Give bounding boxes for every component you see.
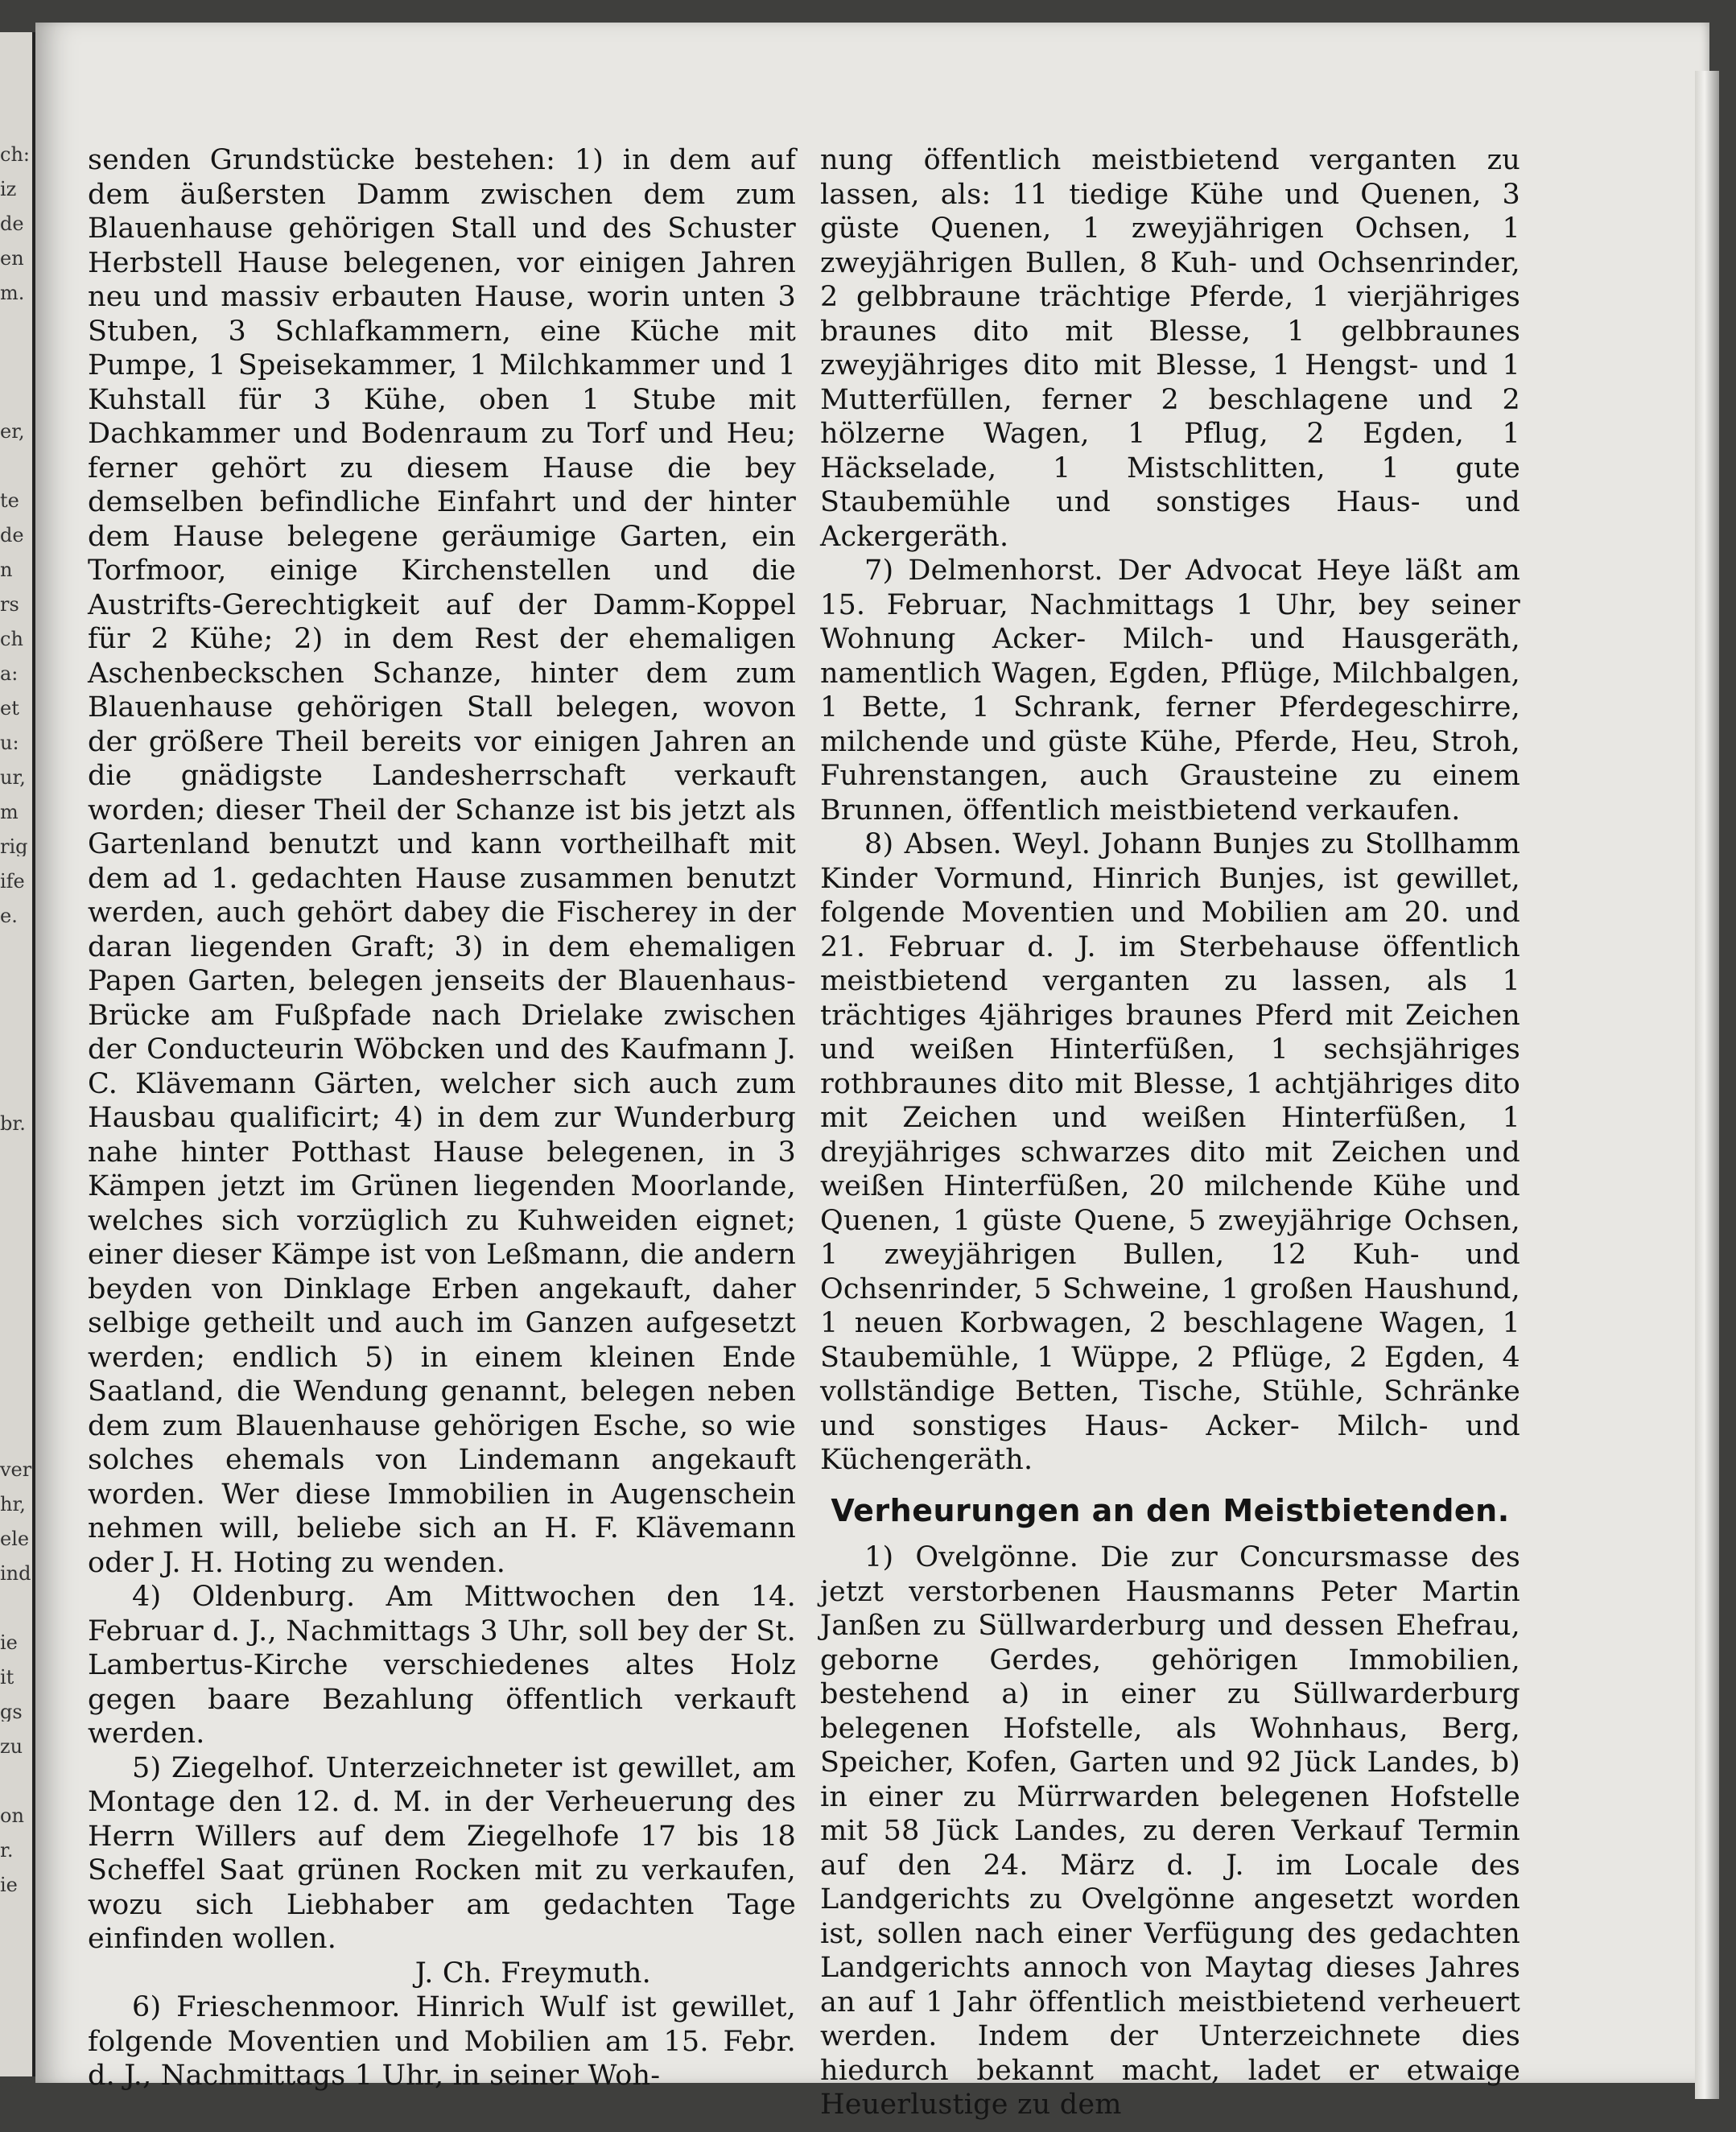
- margin-fragment: de: [0, 526, 24, 545]
- previous-page-edge: [0, 32, 35, 2076]
- paragraph-absen: 8) Absen. Weyl. Johann Bunjes zu Stollhamm Kinder Vormund, Hinrich Bunjes, ist gewillet, folgende Moventien und Mobilien am 20. und 21. Februar d. J. im Sterbehause öffentlich meistbietend verganten zu lassen, als 1 trächtiges 4jähriges braunes Pferd mit Zeichen und weißen Hinterfüßen, 1 sechsjähriges rothbraunes dito mit Blesse, 1 achtjähriges dito mit Zeichen und weißen Hinterfüßen, 1 dreyjähriges schwarzes dito mit Zeichen und weißen Hinterfüßen, 20 milchende Kühe und Quenen, 1 güste Quene, 5 zweyjährige Ochsen, 1 zweyjährigen Bullen, 12 Kuh- und Ochsenrinder, 5 Schweine, 1 großen Haushund, 1 neuen Korbwagen, 2 beschlagene Wagen, 1 Staubemühle, 1 Wüppe, 2 Pflüge, 2 Egden, 4 vollständige Betten, Tische, Stühle, Schränke und sonstiges Haus- Acker- Milch- und Küchengeräth.: [820, 828, 1520, 1476]
- margin-fragment: en: [0, 249, 24, 268]
- margin-fragment: rig: [0, 837, 28, 856]
- margin-fragment: ver: [0, 1460, 32, 1479]
- margin-fragment: br.: [0, 1114, 26, 1133]
- margin-fragment: iz: [0, 179, 17, 199]
- right-column: [820, 143, 1520, 2122]
- margin-fragment: e.: [0, 906, 18, 926]
- margin-fragment: r.: [0, 1841, 14, 1860]
- margin-fragment: rs: [0, 595, 19, 614]
- paragraph-frieschenmoor: 6) Frieschenmoor. Hinrich Wulf ist gewillet, folgende Moventien und Mobilien am 15. Febr. d. J., Nachmittags 1 Uhr, in seiner Woh-: [88, 1991, 796, 2092]
- margin-fragment: ch: [0, 629, 23, 649]
- left-column: [88, 143, 796, 2093]
- margin-fragment: zu: [0, 1737, 23, 1756]
- margin-fragment: u:: [0, 733, 19, 753]
- margin-fragment: ur,: [0, 768, 26, 787]
- section-heading-verheurungen: Verheurungen an den Meistbietenden.: [831, 1492, 1510, 1528]
- margin-fragment: a:: [0, 664, 19, 683]
- margin-fragment: er,: [0, 422, 25, 441]
- margin-fragment: on: [0, 1806, 24, 1825]
- margin-fragment: it: [0, 1668, 14, 1687]
- margin-fragment: m.: [0, 283, 25, 303]
- margin-fragment: ife: [0, 872, 25, 891]
- margin-fragment: gs: [0, 1702, 23, 1722]
- margin-fragment: ie: [0, 1875, 18, 1895]
- signature-freymuth: J. Ch. Freymuth.: [414, 1957, 651, 1990]
- document-page: [35, 23, 1709, 2121]
- margin-fragment: ie: [0, 1633, 18, 1652]
- margin-fragment: ch:: [0, 145, 30, 164]
- margin-fragment: de: [0, 214, 24, 233]
- paragraph-grundstuecke: senden Grundstücke bestehen: 1) in dem auf dem äußersten Damm zwischen dem zum Blauenhause gehörigen Stall und des Schuster Herbstell Hause belegenen, vor einigen Jahren neu und massiv erbauten Hause, worin unten 3 Stuben, 3 Schlafkammern, eine Küche mit Pumpe, 1 Speisekammer, 1 Milchkammer und 1 Kuhstall für 3 Kühe, oben 1 Stube mit Dachkammer und Bodenraum zu Torf und Heu; ferner gehört zu diesem Hause die bey demselben befindliche Einfahrt und der hinter dem Hause belegene geräumige Garten, ein Torfmoor, einige Kirchenstellen und die Austrifts-Gerechtigkeit auf der Damm-Koppel für 2 Kühe; 2) in dem Rest der ehemaligen Aschenbeckschen Schanze, hinter dem zum Blauenhause gehörigen Stall belegen, wovon der größere Theil bereits vor einigen Jahren an die gnädigste Landesherrschaft verkauft worden; dieser Theil der Schanze ist bis jetzt als Gartenland benutzt und kann vortheilhaft mit dem ad 1. gedachten Hause zusammen benutzt werden, auch gehört dabey die Fischerey in der daran liegenden Graft; 3) in dem ehemaligen Papen Garten, belegen jenseits der Blauenhaus-Brücke am Fußpfade nach Drielake zwischen der Conducteurin Wöbcken und des Kaufmann J. C. Klävemann Gärten, welcher sich auch zum Hausbau qualificirt; 4) in dem zur Wunderburg nahe hinter Potthast Hause belegenen, in 3 Kämpen jetzt im Grünen liegenden Moorlande, welches sich vorzüglich zu Kuhweiden eignet; einer dieser Kämpe ist von Leßmann, die andern beyden von Dinklage Erben angekauft, daher selbige getheilt und auch im Ganzen aufgesetzt werden; endlich 5) in einem kleinen Ende Saatland, die Wendung genannt, belegen neben dem zum Blauenhause gehörigen Esche, so wie solches ehemals von Lindemann angekauft worden. Wer diese Immobilien in Augenschein nehmen will, beliebe sich an H. F. Klävemann oder J. H. Hoting zu wenden.: [88, 144, 796, 1579]
- paragraph-ovelgoenne: 1) Ovelgönne. Die zur Concursmasse des jetzt verstorbenen Hausmanns Peter Martin Janßen zu Süllwarderburg und dessen Ehefrau, geborne Gerdes, gehörigen Immobilien, bestehend a) in einer zu Süllwarderburg belegenen Hofstelle, als Wohnhaus, Berg, Speicher, Kofen, Garten und 92 Jück Landes, b) in einer zu Mürrwarden belegenen Hofstelle mit 58 Jück Landes, zu deren Verkauf Termin auf den 24. März d. J. im Locale des Landgerichts zu Ovelgönne angesetzt worden ist, sollen nach einer Verfügung des gedachten Landgerichts annoch von Maytag dieses Jahres an auf 1 Jahr öffentlich meistbietend verheuert werden. Indem der Unterzeichnete dies hiedurch bekannt macht, ladet er etwaige Heuerlustige zu dem: [820, 1541, 1520, 2121]
- margin-fragment: et: [0, 699, 19, 718]
- margin-fragment: n: [0, 560, 13, 579]
- page-fore-edge: [1695, 71, 1719, 2099]
- margin-fragment: hr,: [0, 1495, 26, 1514]
- paragraph-oldenburg: 4) Oldenburg. Am Mittwochen den 14. Februar d. J., Nachmittags 3 Uhr, soll bey der St. Lambertus-Kirche verschiedenes altes Holz gegen baare Bezahlung öffentlich verkauft werden.: [88, 1581, 796, 1750]
- margin-fragment: m: [0, 802, 19, 822]
- margin-fragment: ele: [0, 1529, 30, 1548]
- paragraph-wohnung-continued: nung öffentlich meistbietend verganten zu lassen, als: 11 tiedige Kühe und Quenen, 3 güste Quenen, 1 zweyjährigen Ochsen, 1 zweyjährigen Bullen, 8 Kuh- und Ochsenrinder, 2 gelbbraune trächtige Pferde, 1 vierjähriges braunes dito mit Blesse, 1 gelbbraunes zweyjähriges dito mit Blesse, 1 Hengst- und 1 Mutterfüllen, ferner 2 beschlagene und 2 hölzerne Wagen, 1 Pflug, 2 Egden, 1 Häckselade, 1 Mistschlitten, 1 gute Staubemühle und sonstiges Haus- und Ackergeräth.: [820, 144, 1520, 553]
- paragraph-delmenhorst: 7) Delmenhorst. Der Advocat Heye läßt am 15. Februar, Nachmittags 1 Uhr, bey seiner Wohnung Acker- Milch- und Hausgeräth, namentlich Wagen, Egden, Pflüge, Milchbalgen, 1 Bette, 1 Schrank, ferner Pferdegeschirre, milchende und güste Kühe, Pferde, Heu, Stroh, Fuhrenstangen, auch Grausteine zu einem Brunnen, öffentlich meistbietend verkaufen.: [820, 555, 1520, 827]
- margin-fragment: ind: [0, 1564, 31, 1583]
- margin-fragment: te: [0, 491, 19, 510]
- paragraph-ziegelhof: 5) Ziegelhof. Unterzeichneter ist gewillet, am Montage den 12. d. M. in der Verheuerung des Herrn Willers auf dem Ziegelhofe 17 bis 18 Scheffel Saat grünen Rocken mit zu verkaufen, wozu sich Liebhaber am gedachten Tage einfinden wollen.: [88, 1751, 796, 1955]
